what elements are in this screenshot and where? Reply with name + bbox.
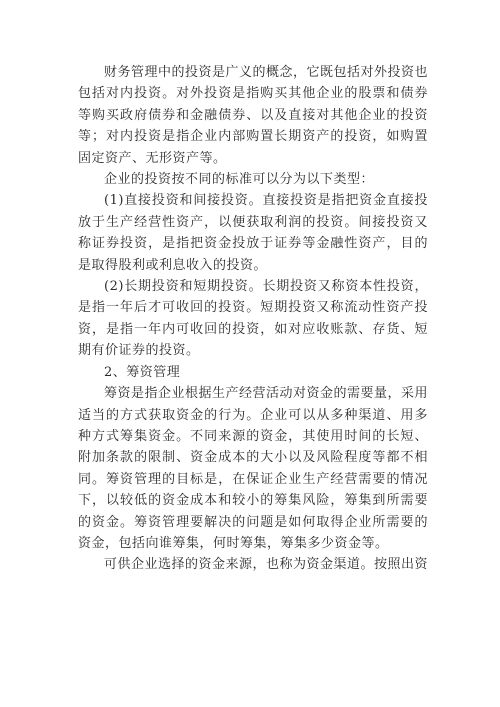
paragraph-capital-sources: 可供企业选择的资金来源，也称为资金渠道。按照出资 [104, 557, 429, 573]
paragraph-long-short-term-investment: (2)长期投资和短期投资。长期投资又称资本性投资，是指一年后才可收回的投资。短期投资又称流动性资产投资，是指一年内可收回的投资，如对应收账款、存货、短期有价证券的投资。 [78, 279, 428, 359]
paragraph-investment-definition: 财务管理中的投资是广义的概念，它既包括对外投资也包括对内投资。对外投资是指购买其他企业的股票和债券等购买政府债券和金融债券、以及直接对其他企业的投资等；对内投资是指企业内部购置长期资产的投资，如购置固定资产、无形资产等。 [78, 65, 429, 166]
paragraph-investment-types-intro: 企业的投资按不同的标准可以分为以下类型： [104, 172, 375, 188]
document-body [78, 62, 428, 576]
paragraph-direct-indirect-investment: (1)直接投资和间接投资。直接投资是指把资金直接投放于生产经营性资产，以便获取利润的投资。间接投资又称证券投资，是指把资金投放于证券等金融性资产，目的是取得股利或利息收入的投资。 [78, 193, 428, 273]
paragraph-financing-definition: 筹资是指企业根据生产经营活动对资金的需要量，采用适当的方式获取资金的行为。企业可以从多种渠道、用多种方式筹集资金。不同来源的资金，其使用时间的长短、附加条款的限制、资金成本的大小以及风险程度等都不相同。筹资管理的目标是，在保证企业生产经营需要的情况下，以较低的资金成本和较小的筹集风险，筹集到所需要的资金。筹资管理要解决的问题是如何取得企业所需要的资金，包括向谁筹集，何时筹集，筹集多少资金等。 [78, 386, 429, 551]
section-heading-financing: 2、筹资管理 [104, 364, 181, 380]
